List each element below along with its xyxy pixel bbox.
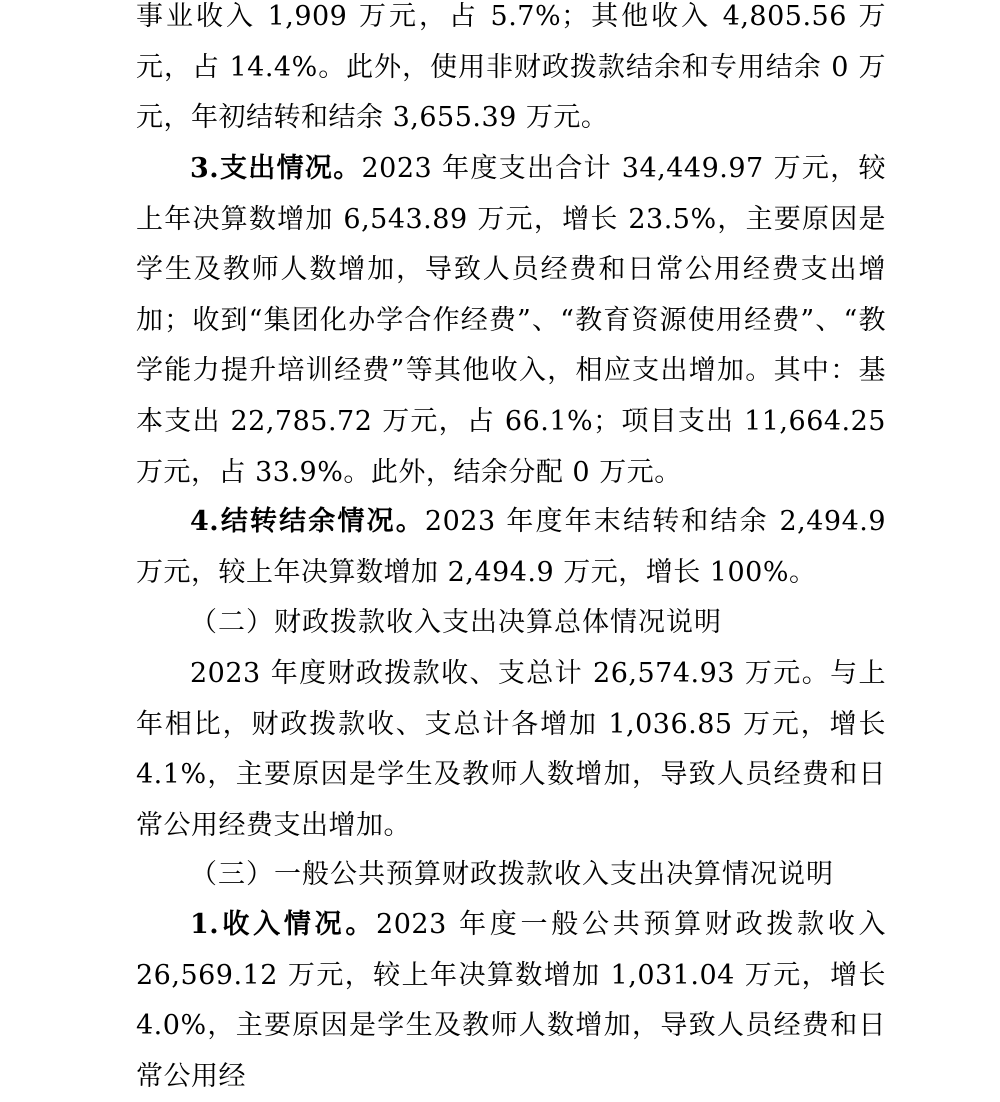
paragraph-carryover bbox=[136, 497, 886, 598]
paragraph-general-budget-income bbox=[136, 900, 886, 1102]
heading-expenditure: 3.支出情况。 bbox=[190, 153, 362, 184]
carryover-text: 2023 年度年末结转和结余 2,494.9 万元，较上年决算数增加 2,494.9 万元，增长 100%。 bbox=[136, 506, 887, 588]
paragraph-fiscal-total: 2023 年度财政拨款收、支总计 26,574.93 万元。与上年相比，财政拨款收、支总计各增加 1,036.85 万元，增长 4.1%，主要原因是学生及教师人数增加，导致人员经费和日常公用经费支出增加。 bbox=[136, 658, 886, 841]
heading-carryover: 4.结转结余情况。 bbox=[190, 506, 425, 537]
heading-income: 1.收入情况。 bbox=[190, 909, 377, 940]
general-budget-income-text: 2023 年度一般公共预算财政拨款收入 26,569.12 万元，较上年决算数增加 1,031.04 万元，增长 4.0%，主要原因是学生及教师人数增加，导致人员经费和日常公用经 bbox=[136, 909, 887, 1092]
expenditure-text: 2023 年度支出合计 34,449.97 万元，较上年决算数增加 6,543.89 万元，增长 23.5%，主要原因是学生及教师人数增加，导致人员经费和日常公用经费支出增加；收到“集团化办学合作经费”、“教育资源使用经费”、“教学能力提升培训经费”等其他收入，相应支出增加。其中：基本支出 22,785.72 万元，占 66.1%；项目支出 11,664.25 万元，占 33.9%。此外，结余分配 0 万元。 bbox=[136, 153, 886, 488]
section-heading-general-budget: （三）一般公共预算财政拨款收入支出决算情况说明 bbox=[190, 859, 834, 890]
section-heading-fiscal-total: （二）财政拨款收入支出决算总体情况说明 bbox=[190, 607, 722, 638]
paragraph-income-continued: 事业收入 1,909 万元，占 5.7%；其他收入 4,805.56 万元，占 14.4%。此外，使用非财政拨款结余和专用结余 0 万元，年初结转和结余 3,655.39 万元。 bbox=[136, 1, 886, 134]
paragraph-expenditure bbox=[136, 144, 886, 498]
